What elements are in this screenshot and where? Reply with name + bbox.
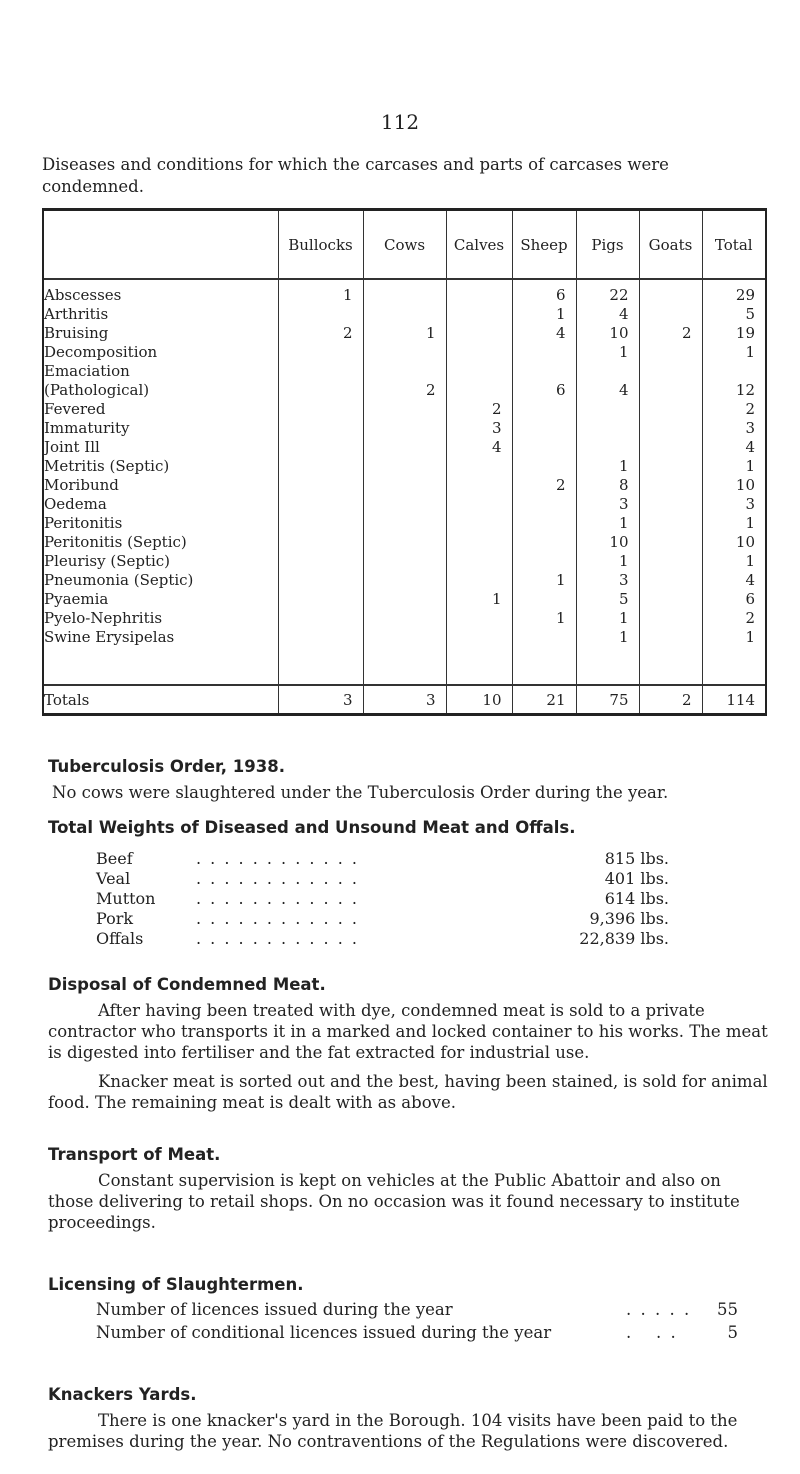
weight-name: Pork bbox=[96, 909, 134, 928]
weight-row: Mutton . . . . . . . . . . . . 614 lbs. bbox=[96, 889, 669, 908]
cell-bullocks bbox=[279, 476, 353, 495]
cell-calves bbox=[447, 286, 502, 305]
cell-total: 6 bbox=[745, 590, 755, 608]
cell-sheep bbox=[513, 343, 566, 362]
sheep-column bbox=[512, 279, 576, 685]
condemnation-table bbox=[42, 208, 767, 716]
cell-total: 12 bbox=[735, 381, 755, 399]
knackers-section bbox=[48, 1385, 768, 1452]
cell-sheep: 1 bbox=[555, 305, 566, 323]
cell-calves: 2 bbox=[491, 400, 502, 418]
cell-cows bbox=[364, 628, 436, 647]
cell-cows bbox=[364, 609, 436, 628]
cell-sheep bbox=[513, 438, 566, 457]
totals-label: Totals bbox=[44, 685, 278, 713]
cell-sheep: 1 bbox=[555, 609, 566, 627]
condition-label: (Pathological) bbox=[44, 381, 150, 399]
header-bullocks: Bullocks bbox=[278, 211, 363, 279]
cell-bullocks bbox=[279, 495, 353, 514]
cell-sheep bbox=[513, 628, 566, 647]
cell-bullocks bbox=[279, 533, 353, 552]
licensing-section bbox=[48, 1275, 768, 1344]
cell-cows bbox=[364, 533, 436, 552]
tb-order-text: No cows were slaughtered under the Tuberculosis Order during the year. bbox=[52, 783, 669, 802]
goats-column bbox=[639, 279, 702, 685]
licence-value: 55 bbox=[717, 1300, 738, 1319]
cell-sheep: 6 bbox=[555, 381, 566, 399]
cell-calves bbox=[447, 476, 502, 495]
cell-pigs: 8 bbox=[618, 476, 629, 494]
condition-label: Oedema bbox=[44, 495, 107, 513]
condition-label: Pleurisy (Septic) bbox=[44, 552, 171, 570]
disposal-heading: Disposal of Condemned Meat. bbox=[48, 975, 326, 994]
condition-label: Abscesses bbox=[44, 286, 122, 304]
cell-goats bbox=[640, 286, 692, 305]
cell-sheep bbox=[513, 590, 566, 609]
condition-label: Peritonitis (Septic) bbox=[44, 533, 187, 551]
condition-label: Immaturity bbox=[44, 419, 130, 437]
cell-total: 29 bbox=[735, 286, 755, 304]
cell-cows bbox=[364, 571, 436, 590]
totals-row bbox=[44, 685, 765, 713]
condition-label: Decomposition bbox=[44, 343, 158, 361]
bullocks-column bbox=[278, 279, 363, 685]
totals-goats: 2 bbox=[639, 685, 702, 713]
header-goats: Goats bbox=[639, 211, 702, 279]
cell-goats bbox=[640, 419, 692, 438]
cell-total: 2 bbox=[745, 400, 755, 418]
cell-total bbox=[703, 362, 756, 381]
condition-label: Moribund bbox=[44, 476, 119, 494]
weight-row: Veal . . . . . . . . . . . . 401 lbs. bbox=[96, 869, 669, 888]
cell-cows bbox=[364, 343, 436, 362]
cell-bullocks bbox=[279, 400, 353, 419]
weight-value: 614 lbs. bbox=[604, 889, 669, 908]
transport-section bbox=[48, 1145, 768, 1233]
cell-pigs bbox=[577, 419, 629, 438]
weight-row: Offals . . . . . . . . . . . . 22,839 lbs. bbox=[96, 929, 669, 948]
cell-bullocks bbox=[279, 457, 353, 476]
cell-bullocks bbox=[279, 590, 353, 609]
cell-pigs: 1 bbox=[618, 628, 629, 646]
weight-value: 22,839 lbs. bbox=[579, 929, 669, 948]
transport-text: Constant supervision is kept on vehicles at the Public Abattoir and also on those delivering to retail shops. On no occasion was it found necessary to institute proceedings. bbox=[48, 1171, 740, 1232]
transport-heading: Transport of Meat. bbox=[48, 1145, 221, 1164]
cell-goats bbox=[640, 400, 692, 419]
licence-row: Number of conditional licences issued during the year . . 5 bbox=[96, 1323, 738, 1342]
cell-goats bbox=[640, 457, 692, 476]
cell-goats bbox=[640, 305, 692, 324]
cell-goats bbox=[640, 552, 692, 571]
cell-calves bbox=[447, 362, 502, 381]
cell-calves bbox=[447, 324, 502, 343]
cell-sheep bbox=[513, 495, 566, 514]
condition-label: Peritonitis bbox=[44, 514, 123, 532]
cell-pigs: 3 bbox=[618, 495, 629, 513]
cell-goats bbox=[640, 362, 692, 381]
cell-sheep bbox=[513, 362, 566, 381]
cell-pigs: 1 bbox=[618, 457, 629, 475]
cell-pigs: 3 bbox=[618, 571, 629, 589]
condition-label: Swine Erysipelas bbox=[44, 628, 175, 646]
cell-sheep bbox=[513, 552, 566, 571]
cell-total: 2 bbox=[745, 609, 755, 627]
cell-calves bbox=[447, 533, 502, 552]
header-total: Total bbox=[702, 211, 765, 279]
cell-calves: 1 bbox=[491, 590, 502, 608]
cell-total: 19 bbox=[735, 324, 755, 342]
cell-bullocks bbox=[279, 305, 353, 324]
pigs-column bbox=[576, 279, 639, 685]
cell-calves bbox=[447, 571, 502, 590]
disposal-paragraph-1: After having been treated with dye, condemned meat is sold to a private contractor who transports it in a marked and locked container to his works. The meat is digested into fertiliser and the fat extracted for industrial use. bbox=[48, 1001, 768, 1062]
cell-total: 1 bbox=[745, 343, 755, 361]
totals-bullocks: 3 bbox=[278, 685, 363, 713]
cell-calves: 4 bbox=[491, 438, 502, 456]
cell-bullocks bbox=[279, 628, 353, 647]
cell-pigs: 4 bbox=[618, 305, 629, 323]
cell-total: 1 bbox=[745, 514, 755, 532]
weight-name: Offals bbox=[96, 929, 144, 948]
weights-list bbox=[96, 849, 676, 949]
totals-total: 114 bbox=[702, 685, 765, 713]
disposal-section bbox=[48, 975, 768, 1113]
cell-pigs: 1 bbox=[618, 552, 629, 570]
cell-total: 10 bbox=[735, 476, 755, 494]
cell-cows bbox=[364, 305, 436, 324]
cell-calves bbox=[447, 381, 502, 400]
cell-pigs: 10 bbox=[609, 533, 629, 551]
cell-total: 5 bbox=[745, 305, 755, 323]
totals-sheep: 21 bbox=[512, 685, 576, 713]
cell-total: 1 bbox=[745, 457, 755, 475]
header-calves: Calves bbox=[446, 211, 512, 279]
cell-total: 4 bbox=[745, 438, 755, 456]
cell-calves: 3 bbox=[491, 419, 502, 437]
condition-label: Emaciation bbox=[44, 362, 130, 380]
cell-pigs: 1 bbox=[618, 514, 629, 532]
cell-goats bbox=[640, 628, 692, 647]
cell-bullocks bbox=[279, 609, 353, 628]
cell-goats bbox=[640, 514, 692, 533]
weight-value: 815 lbs. bbox=[604, 849, 669, 868]
cell-sheep bbox=[513, 457, 566, 476]
cell-cows: 2 bbox=[425, 381, 436, 399]
cell-cows bbox=[364, 514, 436, 533]
cell-cows bbox=[364, 457, 436, 476]
cell-pigs: 22 bbox=[609, 286, 629, 304]
cell-bullocks: 2 bbox=[342, 324, 353, 342]
total-column bbox=[702, 279, 765, 685]
condition-label: Pyaemia bbox=[44, 590, 109, 608]
cell-cows bbox=[364, 476, 436, 495]
cell-total: 10 bbox=[735, 533, 755, 551]
cell-sheep bbox=[513, 400, 566, 419]
condition-label: Arthritis bbox=[44, 305, 109, 323]
cell-bullocks bbox=[279, 571, 353, 590]
cell-cows bbox=[364, 362, 436, 381]
cell-goats bbox=[640, 343, 692, 362]
cell-pigs bbox=[577, 362, 629, 381]
weight-name: Beef bbox=[96, 849, 133, 868]
condition-label: Pyelo-Nephritis bbox=[44, 609, 163, 627]
cell-sheep: 6 bbox=[555, 286, 566, 304]
licence-label: Number of conditional licences issued during the year bbox=[96, 1323, 552, 1342]
licence-label: Number of licences issued during the year bbox=[96, 1300, 453, 1319]
cell-goats bbox=[640, 533, 692, 552]
cell-pigs: 1 bbox=[618, 343, 629, 361]
cell-goats bbox=[640, 381, 692, 400]
cell-bullocks: 1 bbox=[342, 286, 353, 304]
cell-pigs: 10 bbox=[609, 324, 629, 342]
header-sheep: Sheep bbox=[512, 211, 576, 279]
cell-calves bbox=[447, 457, 502, 476]
intro-text: Diseases and conditions for which the carcases and parts of carcases were condemned. bbox=[42, 155, 669, 196]
condition-label: Fevered bbox=[44, 400, 106, 418]
page-number: 112 bbox=[380, 110, 420, 134]
cell-cows bbox=[364, 286, 436, 305]
cell-total: 1 bbox=[745, 628, 755, 646]
cell-sheep: 4 bbox=[555, 324, 566, 342]
weight-row: Pork . . . . . . . . . . . . 9,396 lbs. bbox=[96, 909, 669, 928]
cell-goats bbox=[640, 476, 692, 495]
totals-cows: 3 bbox=[363, 685, 446, 713]
cell-bullocks bbox=[279, 419, 353, 438]
cell-calves bbox=[447, 609, 502, 628]
header-cows: Cows bbox=[363, 211, 446, 279]
cell-bullocks bbox=[279, 362, 353, 381]
cell-total: 3 bbox=[745, 419, 755, 437]
cell-sheep bbox=[513, 533, 566, 552]
cell-total: 4 bbox=[745, 571, 755, 589]
cell-calves bbox=[447, 552, 502, 571]
cell-total: 3 bbox=[745, 495, 755, 513]
cell-bullocks bbox=[279, 438, 353, 457]
licensing-heading: Licensing of Slaughtermen. bbox=[48, 1275, 304, 1294]
cell-calves bbox=[447, 343, 502, 362]
cell-bullocks bbox=[279, 552, 353, 571]
tb-order-heading: Tuberculosis Order, 1938. bbox=[48, 757, 285, 776]
cell-calves bbox=[447, 628, 502, 647]
cell-pigs: 4 bbox=[618, 381, 629, 399]
cell-pigs bbox=[577, 438, 629, 457]
weights-heading-wrap bbox=[48, 818, 768, 837]
cell-goats bbox=[640, 609, 692, 628]
condition-label: Pneumonia (Septic) bbox=[44, 571, 194, 589]
cell-cows bbox=[364, 400, 436, 419]
cell-pigs: 5 bbox=[618, 590, 629, 608]
condition-column bbox=[44, 279, 278, 685]
cell-cows bbox=[364, 552, 436, 571]
cell-cows bbox=[364, 495, 436, 514]
calves-column bbox=[446, 279, 512, 685]
cell-calves bbox=[447, 305, 502, 324]
weight-name: Veal bbox=[96, 869, 131, 888]
cell-bullocks bbox=[279, 381, 353, 400]
cell-bullocks bbox=[279, 343, 353, 362]
cell-calves bbox=[447, 514, 502, 533]
weight-value: 9,396 lbs. bbox=[589, 909, 669, 928]
condition-label: Bruising bbox=[44, 324, 109, 342]
totals-calves: 10 bbox=[446, 685, 512, 713]
cell-cows bbox=[364, 419, 436, 438]
table-body-row bbox=[44, 279, 765, 685]
cell-pigs: 1 bbox=[618, 609, 629, 627]
table-header-row bbox=[44, 211, 765, 279]
disposal-paragraph-2: Knacker meat is sorted out and the best, having been stained, is sold for animal food. The remaining meat is dealt with as above. bbox=[48, 1072, 768, 1112]
condition-label: Metritis (Septic) bbox=[44, 457, 170, 475]
cell-cows bbox=[364, 590, 436, 609]
cell-pigs bbox=[577, 400, 629, 419]
cell-goats bbox=[640, 590, 692, 609]
weight-row: Beef . . . . . . . . . . . . 815 lbs. bbox=[96, 849, 669, 868]
knackers-text: There is one knacker's yard in the Borough. 104 visits have been paid to the premises during the year. No contraventions of the Regulations were discovered. bbox=[48, 1411, 738, 1451]
cell-sheep bbox=[513, 514, 566, 533]
header-blank bbox=[44, 211, 278, 279]
cell-cows bbox=[364, 438, 436, 457]
weight-value: 401 lbs. bbox=[604, 869, 669, 888]
header-pigs: Pigs bbox=[576, 211, 639, 279]
cell-sheep: 1 bbox=[555, 571, 566, 589]
tb-order-section bbox=[48, 757, 768, 803]
totals-pigs: 75 bbox=[576, 685, 639, 713]
condition-label: Joint Ill bbox=[44, 438, 100, 456]
licence-row: Number of licences issued during the year . . . . . . 55 bbox=[96, 1300, 738, 1342]
licence-value: 5 bbox=[727, 1323, 738, 1342]
cell-goats: 2 bbox=[681, 324, 692, 342]
weight-name: Mutton bbox=[96, 889, 156, 908]
cell-calves bbox=[447, 495, 502, 514]
cell-goats bbox=[640, 438, 692, 457]
cell-sheep bbox=[513, 419, 566, 438]
cell-cows: 1 bbox=[425, 324, 436, 342]
weights-heading: Total Weights of Diseased and Unsound Meat and Offals. bbox=[48, 818, 576, 837]
knackers-heading: Knackers Yards. bbox=[48, 1385, 197, 1404]
cell-goats bbox=[640, 571, 692, 590]
cell-sheep: 2 bbox=[555, 476, 566, 494]
cell-bullocks bbox=[279, 514, 353, 533]
cows-column bbox=[363, 279, 446, 685]
cell-total: 1 bbox=[745, 552, 755, 570]
cell-goats bbox=[640, 495, 692, 514]
